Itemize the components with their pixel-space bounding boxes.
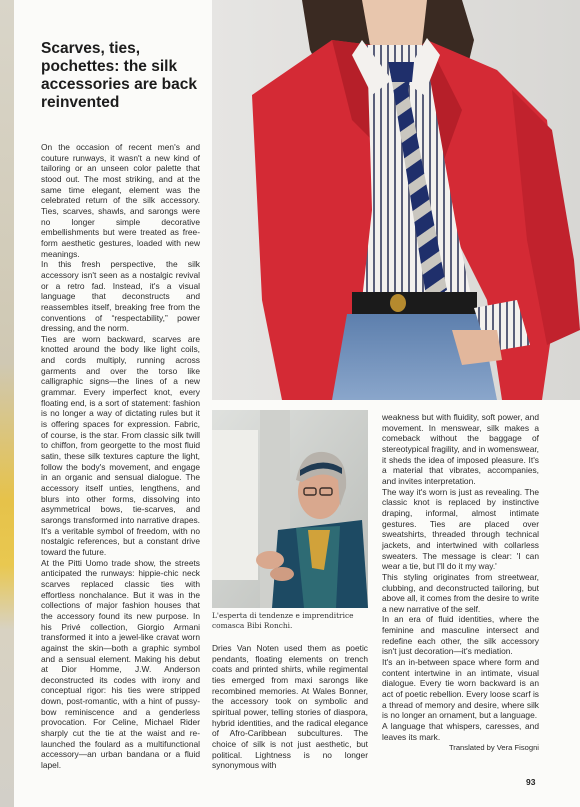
fashion-photo — [212, 0, 580, 400]
paragraph: weakness but with fluidity, soft power, and movement. In menswear, silk makes a comeback without the baggage of stereotypical fragility, and in womenswear, it sheds the idea of imposed pleasure. It's a material that vibrates, accompanies, and invites interpretation. — [382, 412, 539, 486]
page-number: 93 — [526, 777, 536, 787]
paragraph: Ties are worn backward, scarves are knotted around the body like light coils, and cords multiply, running across garments and over the torso like calligraphic signs—the lines of a new grammar. Every imperfect knot, every floating end, is a sort of statement: fashion is no longer a way of dictating rules but it is offering spaces for expression. Fabric, of course, is the star. From classic silk twill to chiffon, from georgette to the most fluid satin, these silk textures capture the light, follow the body's movement, and engage in an organic and sensual dialogue. The accessory itself unties, lengthens, and blurs into other forms, dissolving into asymmetrical bows, tie-scarves, and sarongs transformed into narrative drapes. It's a veritable symbol of freedom, with no nostalgic references, but a constant drive toward the future. — [41, 333, 200, 557]
paragraph: A language that whispers, caresses, and leaves its mark. — [382, 721, 539, 742]
adjacent-page-edge — [0, 0, 14, 807]
photo-caption: L'esperta di tendenze e imprenditrice comasca Bibi Ronchi. — [212, 611, 354, 630]
paragraph: It's an in-between space where form and content intertwine in an intimate, visual dialogue. Every tie worn backward is an act of poetic rebellion. Every loose scarf is a thread of memory and desire, where silk is no longer an ornament, but a language. — [382, 657, 539, 721]
paragraph: The way it's worn is just as revealing. The classic knot is replaced by instinctive draping, informal, almost intimate gestures. Ties are placed over sweatshirts, threaded through technical jackets, and intertwined with collarless sweaters. The message is clear: 'I can wear a tie, but I'll do it my way.' — [382, 486, 539, 572]
paragraph: On the occasion of recent men's and couture runways, it wasn't a new kind of tailoring or an unseen color palette that stood out. The most striking, and at the same time elegant, element was the celebrated return of the silk accessory. Ties, scarves, shawls, and sarongs were no longer simple decorative embellishments but were treated as free-form aesthetic gestures, loaded with new meanings. — [41, 142, 200, 259]
article-title: Scarves, ties, pochettes: the silk accessories are back reinvented — [41, 40, 197, 111]
text-column-1 — [41, 142, 200, 771]
paragraph: At the Pitti Uomo trade show, the streets anticipated the runways: hippie-chic neck scarves replaced classic ties with effortless nonchalance. But it was in the collections of major fashion houses that the accessory found its new purpose. In his Privé collection, Giorgio Armani transformed it into a jewel-like cravat worn against the skin—both a graphic symbol and a sensual element. Making his debut at Dior Homme, J.W. Anderson deconstructed its codes with irony and conceptual rigor: his ties were stripped down, post-romantic, with a hint of pussy-bow reminiscence and a genderless provocation. For Celine, Michael Rider sharply cut the tie at the waist and re-launched the foulard as a multifunctional accessory—an urban bandana or a fluid lapel. — [41, 557, 200, 771]
text-column-3 — [382, 412, 539, 754]
portrait-photo-illustration — [212, 410, 368, 608]
paragraph: This styling originates from streetwear, clubbing, and deconstructed tailoring, but above all, it comes from the desire to write a new narrative of the self. — [382, 571, 539, 614]
paragraph: In an era of fluid identities, where the feminine and masculine intersect and redefine each other, the silk accessory isn't just decoration—it's mediation. — [382, 614, 539, 657]
paragraph: In this fresh perspective, the silk accessory isn't seen as a nostalgic revival or a retro fad. Instead, it's a visual language that deconstructs and reassembles itself, breaking free from the conventions of “respectability,” power dressing, and the norm. — [41, 259, 200, 334]
fashion-photo-illustration — [212, 0, 580, 400]
text-column-2 — [212, 643, 368, 771]
translator-credit: Translated by Vera Fisogni — [448, 743, 539, 753]
paragraph: Dries Van Noten used them as poetic pendants, floating elements on trench coats and printed shirts, while regimental ties emerged from maxi sarongs like recombined memories. At Wales Bonner, the accessory took on symbolic and spiritual power, telling stories of diaspora, hybrid identities, and the radical elegance of Afro-Caribbean subcultures. The choice of silk is not just aesthetic, but political. Lightness is no longer synonymous with — [212, 643, 368, 771]
portrait-photo — [212, 410, 368, 608]
